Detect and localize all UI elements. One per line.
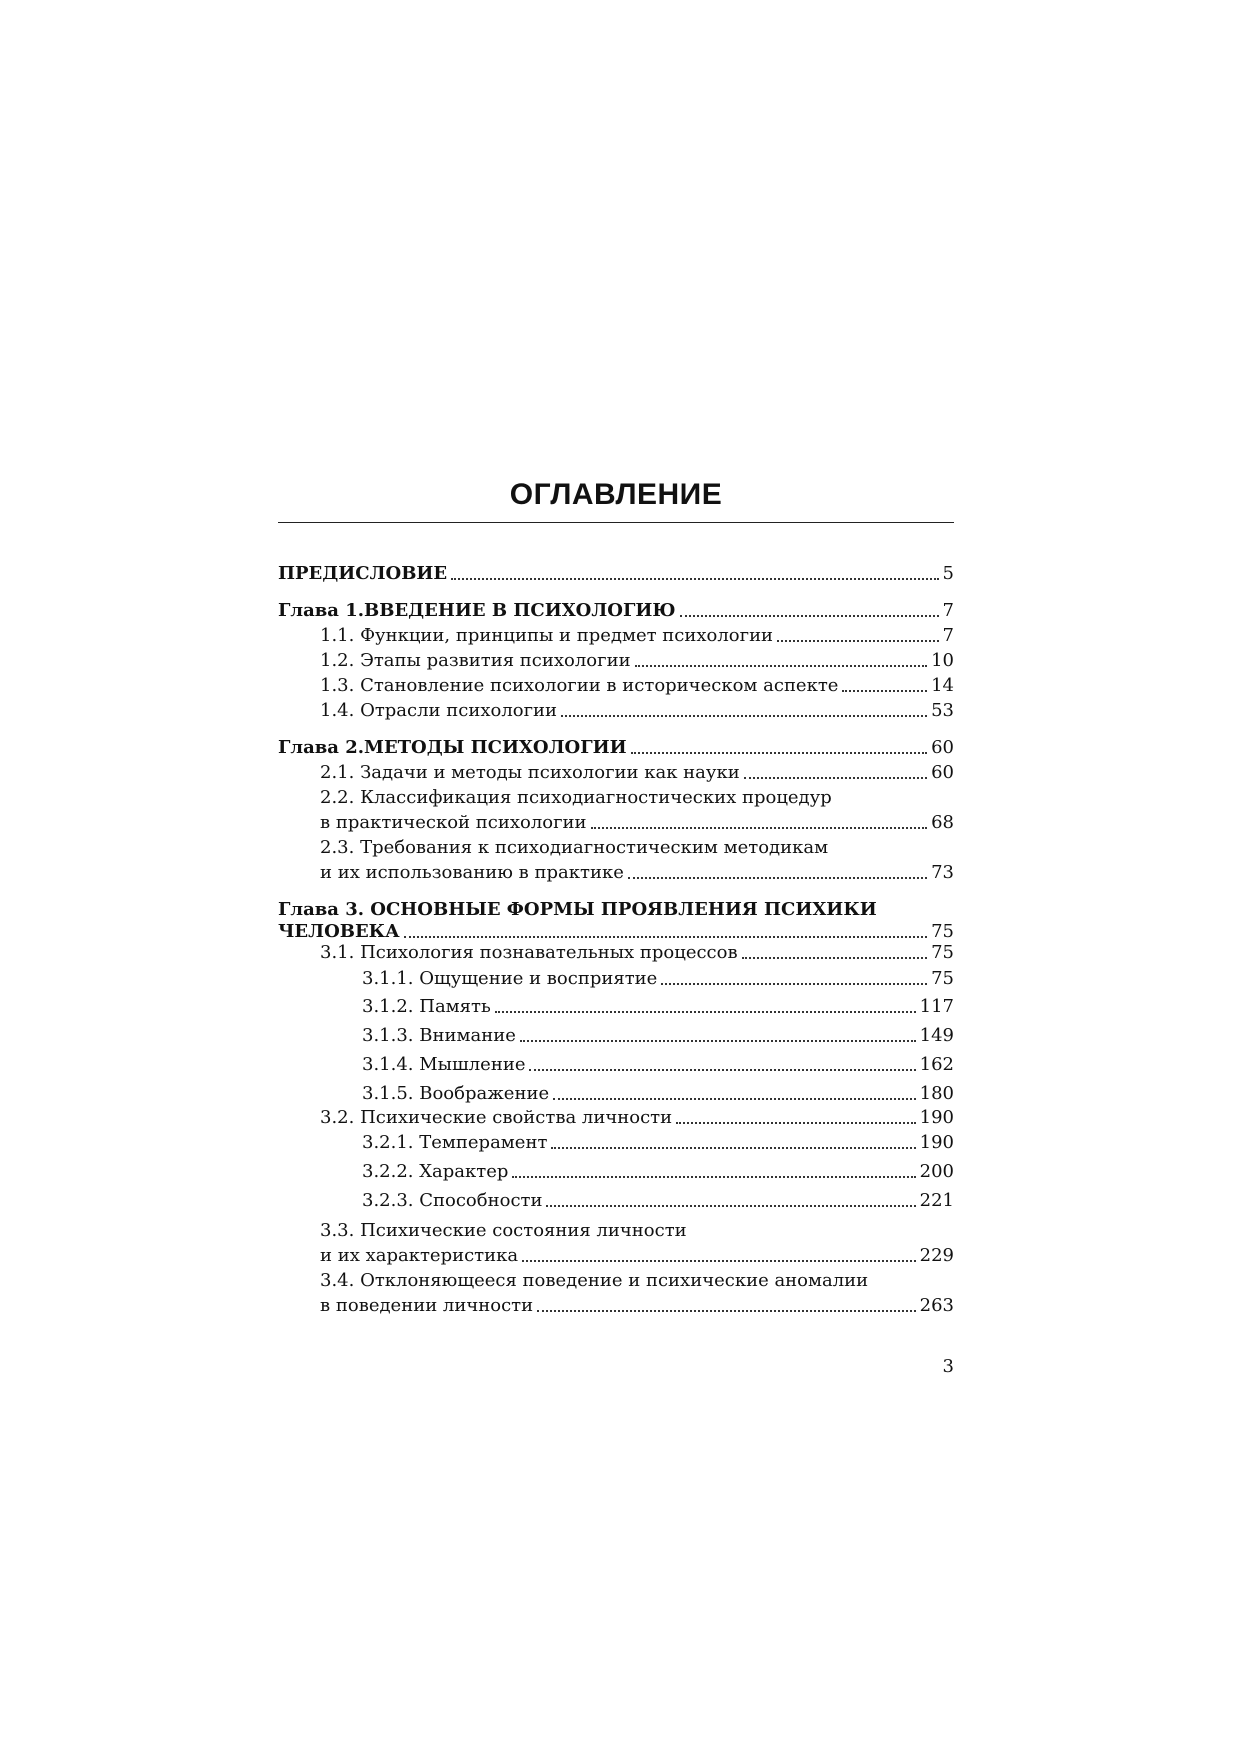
leader-dots: [546, 1205, 915, 1207]
entry-title: 1.1. Функции, принципы и предмет психологии: [320, 625, 774, 646]
entry-page: 75: [931, 942, 954, 963]
entry-title: 2.1. Задачи и методы психологии как науки: [320, 762, 740, 783]
chapter-prefix: Глава 1.: [278, 600, 365, 621]
entry-page: 10: [931, 650, 954, 671]
toc-entry-1-1[interactable]: [278, 624, 954, 648]
leader-dots: [551, 1147, 915, 1149]
entry-page: 7: [942, 625, 954, 646]
entry-page: 7: [942, 600, 954, 621]
leader-dots: [661, 983, 927, 985]
entry-page: 5: [942, 563, 954, 584]
toc-entry-1-2[interactable]: [278, 649, 954, 673]
entry-title: 3.2. Психические свойства личности: [320, 1107, 673, 1128]
toc-entry-3-2-1[interactable]: [278, 1131, 954, 1155]
entry-title: ПРЕДИСЛОВИЕ: [278, 563, 448, 584]
toc-entry-3-4-line1[interactable]: [278, 1269, 954, 1293]
toc-heading: ОГЛАВЛЕНИЕ: [509, 478, 723, 511]
chapter-prefix: Глава 3.: [278, 899, 371, 920]
entry-title: 3.2.2. Характер: [362, 1161, 509, 1182]
page-number: 3: [942, 1356, 954, 1377]
entry-title: 3.1. Психология познавательных процессов: [320, 942, 738, 963]
leader-dots: [553, 1098, 916, 1100]
leader-dots: [676, 1122, 916, 1124]
toc-entry-3-2-3[interactable]: [278, 1189, 954, 1213]
entry-title: 3.1.4. Мышление: [362, 1054, 526, 1075]
leader-dots: [522, 1260, 916, 1262]
entry-title: 3.1.3. Внимание: [362, 1025, 516, 1046]
toc-entry-1-3[interactable]: [278, 674, 954, 698]
entry-title: и их использованию в практике: [320, 862, 624, 883]
entry-title: 3.1.1. Ощущение и восприятие: [362, 968, 658, 989]
leader-dots: [742, 957, 927, 959]
leader-dots: [591, 827, 928, 829]
entry-page: 68: [931, 812, 954, 833]
entry-page: 263: [919, 1295, 954, 1316]
toc-entry-3-1[interactable]: [278, 941, 954, 965]
entry-page: 75: [931, 968, 954, 989]
entry-title: ВВЕДЕНИЕ В ПСИХОЛОГИЮ: [364, 600, 676, 621]
leader-dots: [561, 715, 927, 717]
toc-entry-3-3-line1[interactable]: [278, 1219, 954, 1243]
entry-page: 60: [931, 737, 954, 758]
entry-title-line1: ОСНОВНЫЕ ФОРМЫ ПРОЯВЛЕНИЯ ПСИХИКИ: [370, 899, 877, 920]
entry-title-line1: 2.3. Требования к психодиагностическим методикам: [320, 837, 829, 858]
toc-entry-2-2[interactable]: [278, 811, 954, 835]
entry-page: 53: [931, 700, 954, 721]
chapter-prefix: Глава 2.: [278, 737, 365, 758]
entry-page: 221: [919, 1190, 954, 1211]
toc-entry-2-1[interactable]: [278, 761, 954, 785]
toc-entry-3-1-2[interactable]: [278, 995, 954, 1019]
leader-dots: [744, 777, 927, 779]
toc-entry-chapter-1[interactable]: [278, 599, 954, 623]
entry-title: 3.1.5. Воображение: [362, 1083, 550, 1104]
leader-dots: [842, 690, 927, 692]
leader-dots: [495, 1011, 916, 1013]
entry-page: 162: [919, 1054, 954, 1075]
entry-title: 1.2. Этапы развития психологии: [320, 650, 631, 671]
toc-entry-3-1-4[interactable]: [278, 1053, 954, 1077]
toc-entry-3-4[interactable]: [278, 1294, 954, 1318]
leader-dots: [777, 640, 938, 642]
entry-page: 180: [919, 1083, 954, 1104]
entry-page: 14: [931, 675, 954, 696]
entry-title-line1: 3.3. Психические состояния личности: [320, 1220, 687, 1241]
leader-dots: [631, 752, 927, 754]
entry-page: 75: [931, 921, 954, 942]
entry-page: 229: [919, 1245, 954, 1266]
toc-entry-chapter-3-line1[interactable]: [278, 898, 954, 922]
toc-entry-3-1-3[interactable]: [278, 1024, 954, 1048]
toc-entry-2-2-line1[interactable]: [278, 786, 954, 810]
entry-title-line1: 3.4. Отклоняющееся поведение и психические аномалии: [320, 1270, 869, 1291]
toc-entry-2-3[interactable]: [278, 861, 954, 885]
entry-title: 1.4. Отрасли психологии: [320, 700, 558, 721]
entry-page: 200: [919, 1161, 954, 1182]
entry-page: 117: [919, 996, 954, 1017]
leader-dots: [680, 615, 939, 617]
leader-dots: [628, 877, 927, 879]
heading-divider: [278, 522, 954, 523]
toc-entry-preface[interactable]: [278, 562, 954, 586]
entry-title-line1: 2.2. Классификация психодиагностических процедур: [320, 787, 832, 808]
entry-page: 149: [919, 1025, 954, 1046]
leader-dots: [520, 1040, 916, 1042]
leader-dots: [404, 936, 927, 938]
entry-page: 190: [919, 1132, 954, 1153]
entry-title: 3.1.2. Память: [362, 996, 491, 1017]
entry-title: и их характеристика: [320, 1245, 519, 1266]
leader-dots: [512, 1176, 915, 1178]
entry-title: МЕТОДЫ ПСИХОЛОГИИ: [364, 737, 627, 758]
leader-dots: [635, 665, 928, 667]
entry-title: в поведении личности: [320, 1295, 534, 1316]
entry-title: в практической психологии: [320, 812, 587, 833]
toc-entry-3-1-1[interactable]: [278, 967, 954, 991]
toc-entry-3-3[interactable]: [278, 1244, 954, 1268]
entry-title: ЧЕЛОВЕКА: [278, 921, 400, 942]
toc-entry-3-2[interactable]: [278, 1106, 954, 1130]
leader-dots: [529, 1069, 915, 1071]
entry-page: 73: [931, 862, 954, 883]
toc-entry-2-3-line1[interactable]: [278, 836, 954, 860]
entry-page: 60: [931, 762, 954, 783]
toc-entry-3-2-2[interactable]: [278, 1160, 954, 1184]
entry-title: 3.2.3. Способности: [362, 1190, 543, 1211]
toc-entry-3-1-5[interactable]: [278, 1082, 954, 1106]
entry-title: 3.2.1. Темперамент: [362, 1132, 548, 1153]
entry-page: 190: [919, 1107, 954, 1128]
entry-title: 1.3. Становление психологии в историческом аспекте: [320, 675, 839, 696]
leader-dots: [451, 578, 938, 580]
leader-dots: [537, 1310, 916, 1312]
toc-entry-chapter-2[interactable]: [278, 736, 954, 760]
toc-entry-1-4[interactable]: [278, 699, 954, 723]
